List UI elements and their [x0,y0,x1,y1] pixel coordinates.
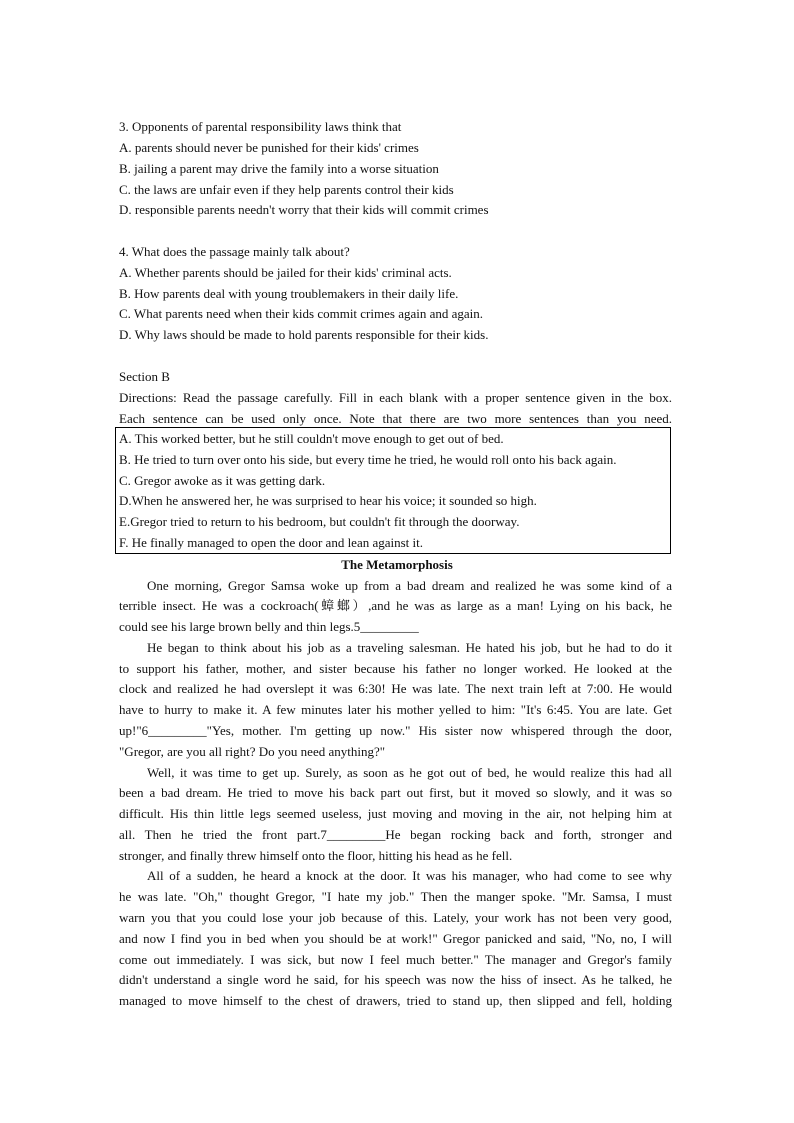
question-3-option-b: B. jailing a parent may drive the family into a worse situation [119,161,439,176]
box-option-f: F. He finally managed to open the door and lean against it. [119,535,424,550]
passage-line: stronger, and finally threw himself onto the floor, hitting his head as he fell. [119,848,513,863]
passage-line: terrible insect. He was a cockroach(蟑螂）,and he was as large as a man! Lying on his back, he [119,598,672,613]
question-3-option-d: D. responsible parents needn't worry that their kids will commit crimes [119,202,489,217]
question-4-option-b: B. How parents deal with young troublemakers in their daily life. [119,286,459,301]
passage-line: didn't understand a single word he said, for his speech was now the hiss of insect. As he talked, he [119,972,672,987]
box-option-a: A. This worked better, but he still couldn't move enough to get out of bed. [119,431,504,446]
box-option-d: D.When he answered her, he was surprised to hear his voice; it sounded so high. [119,493,537,508]
passage-line: and now I find you in bed when you should be at work!" Gregor panicked and said, "No, no, I will [119,931,672,946]
passage-title: The Metamorphosis [341,557,453,572]
question-4-stem: 4. What does the passage mainly talk about? [119,244,350,259]
passage-line: up!"6_________"Yes, mother. I'm getting up now." His sister now whispered through the door, [119,723,672,738]
passage-line: managed to move himself to the chest of drawers, tried to stand up, then slipped and fell, holding [119,993,672,1008]
passage-line: to support his father, mother, and sister because his father no longer worked. He looked at the [119,661,672,676]
question-3-option-c: C. the laws are unfair even if they help parents control their kids [119,182,454,197]
question-3-stem: 3. Opponents of parental responsibility laws think that [119,119,402,134]
box-option-b: B. He tried to turn over onto his side, but every time he tried, he would roll onto his back again. [119,452,617,467]
question-3-option-a: A. parents should never be punished for their kids' crimes [119,140,419,155]
passage-line: come out immediately. I was sick, but now I feel much better." The manager and Gregor's family [119,952,672,967]
section-b-heading: Section B [119,369,170,384]
section-b-directions-line-2: Each sentence can be used only once. Note that there are two more sentences than you need. [119,411,672,426]
question-4-option-a: A. Whether parents should be jailed for their kids' criminal acts. [119,265,452,280]
passage-line: All of a sudden, he heard a knock at the door. It was his manager, who had come to see why [147,868,672,883]
passage-line: warn you that you could lose your job because of this. Lately, your work has not been very good, [119,910,672,925]
passage-line: all. Then he tried the front part.7_________He began rocking back and forth, stronger and [119,827,672,842]
passage-line: He began to think about his job as a traveling salesman. He hated his job, but he had to do it [147,640,672,655]
passage-line: he was late. "Oh," thought Gregor, "I hate my job." Then the manger spoke. "Mr. Samsa, I must [119,889,672,904]
question-4-option-c: C. What parents need when their kids commit crimes again and again. [119,306,484,321]
passage-line: have to hurry to make it. A few minutes later his mother yelled to him: "It's 6:45. You are late. Get [119,702,672,717]
passage-line: been a bad dream. He tried to move his back part out first, but it moved so slowly, and it was so [119,785,672,800]
passage-line: clock and realized he had overslept it was 6:30! He was late. The next train left at 7:00. He would [119,681,672,696]
passage-line: difficult. His thin little legs seemed useless, just moving and moving in the air, not helping him at [119,806,672,821]
passage-line: Well, it was time to get up. Surely, as soon as he got out of bed, he would realize this had all [147,765,672,780]
box-option-c: C. Gregor awoke as it was getting dark. [119,473,326,488]
passage-line: One morning, Gregor Samsa woke up from a bad dream and realized he was some kind of a [147,578,672,593]
question-4-option-d: D. Why laws should be made to hold parents responsible for their kids. [119,327,489,342]
sentence-options-box [115,427,671,554]
box-option-e: E.Gregor tried to return to his bedroom, but couldn't fit through the doorway. [119,514,520,529]
passage-line: could see his large brown belly and thin legs.5_________ [119,619,419,634]
passage-line: "Gregor, are you all right? Do you need anything?" [119,744,386,759]
section-b-directions-line-1: Directions: Read the passage carefully. Fill in each blank with a proper sentence given in the box. [119,390,672,405]
